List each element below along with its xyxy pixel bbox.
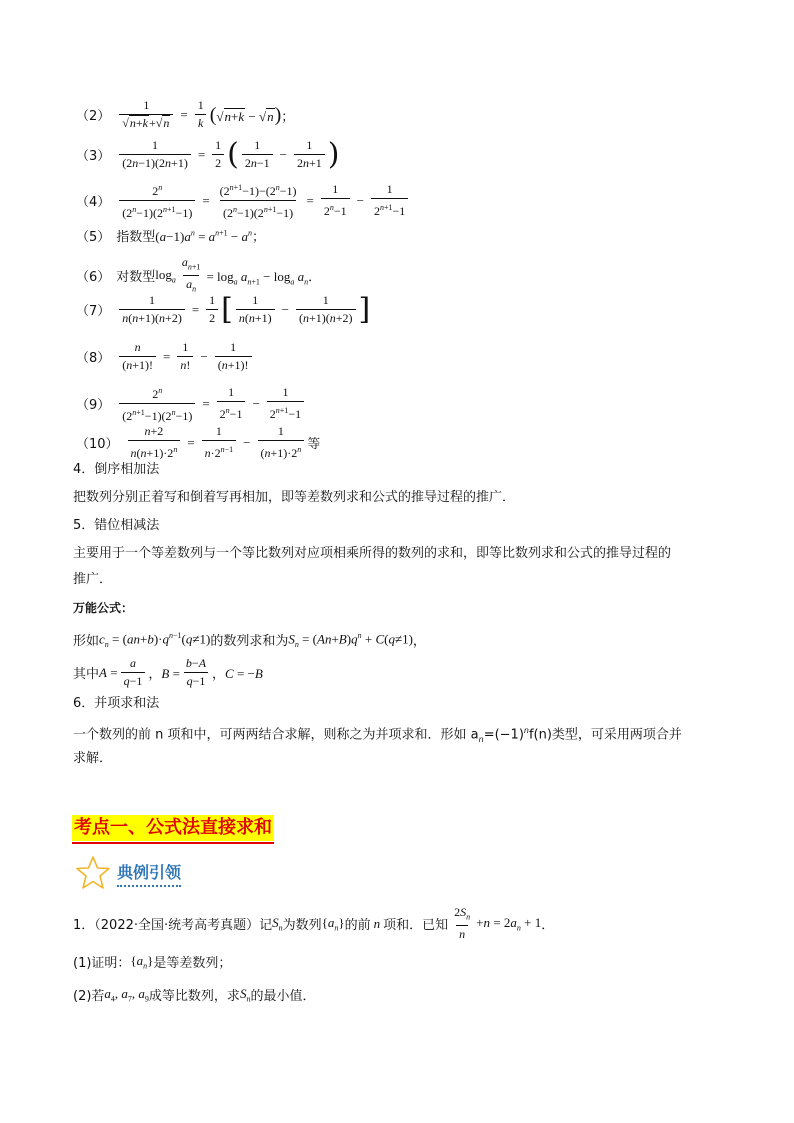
- part1-prefix: (1)证明：: [73, 956, 131, 971]
- section-4-body: 把数列分别正着写和倒着写再相加，即等差数列求和公式的推导过程的推广．: [73, 490, 516, 505]
- part1-end: 是等差数列；: [153, 956, 232, 971]
- formula-item-3: （3） $\frac{1}{(2n-1)(2n+1)}$ = $\frac{1}{2}$ ( $\frac{1}{2n-1}$ − $\frac{1}{2n+1}$ ): [76, 136, 340, 172]
- formula-item-4: （4） $\frac{2^n}{(2^n-1)(2^{n+1}-1)}$ = $\frac{(2^{n+1}-1)-(2^n-1)}{(2^n-1)(2^{n+1}-1)}$ = $\frac{1}{2^n-1}$ − $\frac{1}{2^{n+1}-1}$: [76, 180, 411, 221]
- item-number: （7）: [76, 304, 111, 319]
- question-part-1: (1)证明： $\{a_n\}$ 是等差数列；: [73, 952, 232, 971]
- section-5-body-1: 主要用于一个等差数列与一个等比数列对应项相乘所得的数列的求和，即等比数列求和公式的推导过程的: [73, 546, 672, 561]
- part2-mid: 成等比数列，求: [148, 989, 240, 1004]
- question-mid3: 项和．已知: [383, 918, 449, 934]
- item-label: 指数型: [116, 230, 156, 245]
- part2-prefix: (2)若: [73, 989, 105, 1004]
- star-icon: [75, 855, 111, 891]
- formula-item-7: （7） $\frac{1}{n(n+1)(n+2)}$ = $\frac{1}{2}$ [ $\frac{1}{n(n+1)}$ − $\frac{1}{(n+1)(n+2)}$ ]: [76, 291, 371, 327]
- question-prefix: 1．（2022·全国·统考高考真题）记: [73, 918, 273, 934]
- s6-text-c: f(n)类型，可采用两项合并: [528, 727, 682, 743]
- item-tail: 等: [307, 437, 321, 452]
- item-number: （2）: [76, 109, 111, 124]
- formula-item-8: （8） $\frac{n}{(n+1)!}$ = $\frac{1}{n!}$ − $\frac{1}{(n+1)!}$: [76, 340, 255, 373]
- item-number: （4）: [76, 195, 111, 210]
- wanneng-label: 万能公式：: [73, 601, 134, 615]
- section-heading: [72, 815, 274, 841]
- s6-text-b: =(−1): [483, 727, 524, 743]
- formula-item-9: （9） $\frac{2^n}{(2^{n+1}-1)(2^n-1)}$ = $\frac{1}{2^n-1}$ − $\frac{1}{2^{n+1}-1}$: [76, 383, 307, 424]
- formula-end: ，: [412, 634, 426, 649]
- formula-item-10: （10） $\frac{n+2}{n(n+1)\cdot 2^n}$ = $\frac{1}{n\cdot 2^{n-1}}$ − $\frac{1}{(n+1)\cdot 2^n}$ 等: [76, 424, 321, 460]
- formula-item-6: （6） 对数型 $\log_a$ $\frac{a_{n+1}}{a_n}$ = $\log_a a_{n+1} - \log_a a_n$．: [76, 255, 321, 297]
- item-number: （6）: [76, 270, 111, 286]
- question-1: 1．（2022·全国·统考高考真题）记 $S_n$ 为数列 $\{a_n\}$ 的前 n 项和．已知 $\frac{2S_n}{n}$ $+n = 2a_n + 1$ ．: [73, 905, 555, 942]
- formula-item-2: （2） $\frac{1}{√n+k+√n}$ = $\frac{1}{k}$ (√n+k − √n)；: [76, 98, 295, 130]
- section-6-body-1: 一个数列的前 n 项和中，可两两结合求解，则称之为并项求和．形如 $a_n=(-1)^nf(n)$类型，可采用两项合并: [73, 726, 682, 744]
- formula-mid: 的数列求和为: [210, 634, 289, 649]
- item-number: （9）: [76, 398, 111, 413]
- formula-prefix: 形如: [73, 634, 100, 649]
- s6-text-a: 一个数列的前 n 项和中，可两两结合求解，则称之为并项求和．形如 a: [73, 727, 479, 743]
- question-mid2: 的前: [344, 918, 371, 934]
- general-formula: 形如 $c_n = (an+b)\cdot q^{n-1}(q\ne 1)$ 的数列求和为 $S_n = (An+B)q^n + C(q\ne 1)$ ，: [73, 630, 426, 649]
- item-number: （10）: [76, 437, 119, 452]
- where-prefix: 其中: [73, 667, 100, 682]
- item-number: （3）: [76, 149, 111, 164]
- section-4-title: 4．倒序相加法: [73, 462, 160, 477]
- item-number: （8）: [76, 351, 111, 366]
- question-part-2: (2)若 $a_4$, $a_7$, $a_9$ 成等比数列，求 $S_n$ 的最小值．: [73, 985, 316, 1004]
- item-number: （5）: [76, 230, 111, 245]
- coefficient-formula: 其中 A = $\frac{a}{q-1}$ ，B = $\frac{b-A}{q-1}$ ，C = −B: [73, 656, 263, 688]
- section-6-title: 6．并项求和法: [73, 696, 160, 711]
- formula-item-5: （5） 指数型 $(a-1)a^n = a^{n+1} - a^n$；: [76, 226, 265, 245]
- section-heading-text: 考点一、公式法直接求和: [74, 817, 272, 838]
- section-5-body-2: 推广．: [73, 572, 113, 587]
- question-end: ．: [541, 918, 555, 934]
- question-mid1: 为数列: [282, 918, 322, 934]
- item-label: 对数型: [116, 270, 156, 286]
- section-5-title: 5．错位相减法: [73, 518, 160, 533]
- example-header: [75, 855, 181, 891]
- example-label: 典例引领: [117, 860, 181, 887]
- part2-end: 的最小值．: [250, 989, 316, 1004]
- section-6-body-2: 求解．: [73, 751, 113, 766]
